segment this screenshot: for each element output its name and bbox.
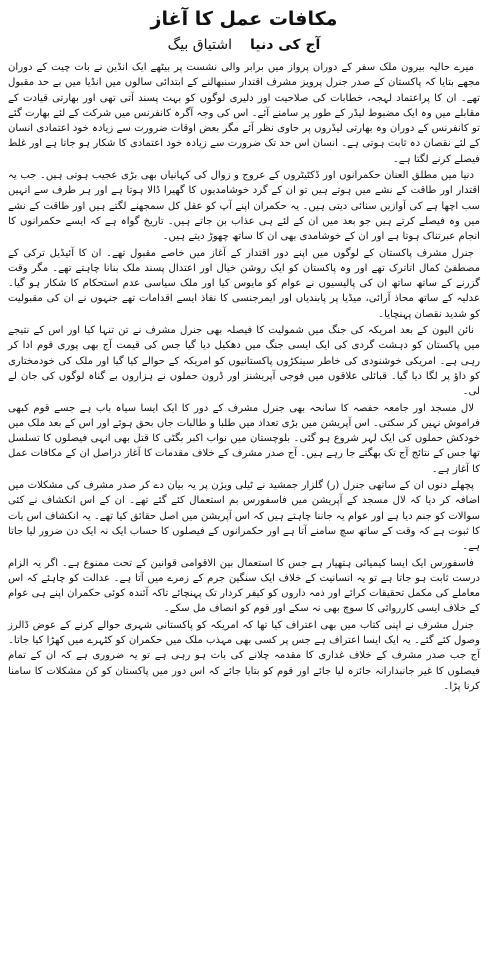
paragraph: پچھلے دنوں ان کے ساتھی جنرل (ر) گلزار جمشید نے ٹیلی ویژن پر یہ بیان دے کر صدر مشرف کی مشکلات میں اضافہ کر دیا کہ لال مسجد کے آپریشن میں فاسفورس بم استعمال کئے گئے تھے۔ ان کے اس انکشاف نے کئی سوالات کو جنم دیا ہے اور عوام یہ جاننا چاہتے ہیں کہ اس آپریشن میں اصل حقائق کیا تھے۔ یہ انکشاف اس بات کا ثبوت ہے کہ وقت کے ساتھ سچ سامنے آتا ہے اور حکمرانوں کے فیصلوں کا حساب ایک نہ ایک دن ضرور لیا جاتا ہے۔ — [8, 480, 480, 553]
article-body — [8, 60, 480, 694]
paragraph: جنرل مشرف نے اپنی کتاب میں بھی اعتراف کیا تھا کہ امریکہ کو پاکستانی شہری حوالے کرنے کے عوض ڈالرز وصول کئے گئے۔ یہ ایک ایسا اعتراف ہے جس پر کسی بھی مہذب ملک میں حکمران کو کٹہرے میں کھڑا کیا جاتا۔ آج جب صدر مشرف کے خلاف غداری کا مقدمہ چلانے کی بات ہو رہی ہے تو یہ ضروری ہے کہ ان کے تمام فیصلوں کا غیر جانبدارانہ جائزہ لیا جائے اور قوم کو بتایا جائے کہ اس دور میں پاکستان کو کن مشکلات کا سامنا کرنا پڑا۔ — [8, 619, 480, 692]
byline — [8, 34, 480, 56]
paragraph: جنرل مشرف پاکستان کے لوگوں میں اپنے دور اقتدار کے آغاز میں خاصے مقبول تھے۔ ان کا آئیڈیل ترکی کے مصطفیٰ کمال اتاترک تھے اور وہ پاکستان کو ایک روشن خیال اور اعتدال پسند ملک بنانا چاہتے تھے۔ مگر وقت گزرنے کے ساتھ ساتھ ان کی پالیسیوں نے عوام کو مایوس کیا اور ملک سیاسی عدم استحکام کا شکار ہو گیا۔ عدلیہ کے ساتھ محاذ آرائی، میڈیا پر پابندیاں اور ایمرجنسی کا نفاذ ایسے اقدامات تھے جنہوں نے ان کی مقبولیت کو شدید نقصان پہنچایا۔ — [8, 247, 480, 320]
author-name: اشتیاق بیگ — [167, 37, 232, 53]
paragraph: فاسفورس ایک ایسا کیمیائی ہتھیار ہے جس کا استعمال بین الاقوامی قوانین کے تحت ممنوع ہے۔ اگر یہ الزام درست ثابت ہو جاتا ہے تو یہ انسانیت کے خلاف ایک سنگین جرم کے زمرے میں آتا ہے۔ عدالت کو چاہئے کہ اس معاملے کی مکمل تحقیقات کرائے اور ذمہ داروں کو کیفر کردار تک پہنچائے تاکہ آئندہ کوئی حکمران اپنے ہی عوام کے خلاف ایسی کارروائی کا سوچ بھی نہ سکے اور قوم کو انصاف مل سکے۔ — [8, 557, 480, 615]
paragraph: نائن الیون کے بعد امریکہ کی جنگ میں شمولیت کا فیصلہ بھی جنرل مشرف نے تن تنہا کیا اور اس کے نتیجے میں پاکستان کو دہشت گردی کی ایک ایسی جنگ میں دھکیل دیا گیا جس کی قیمت آج بھی پوری قوم ادا کر رہی ہے۔ امریکی خوشنودی کی خاطر سینکڑوں پاکستانیوں کو امریکہ کے حوالے کیا گیا اور ملک کی خودمختاری کو داؤ پر لگا دیا گیا۔ قبائلی علاقوں میں فوجی آپریشنز اور ڈرون حملوں نے ہزاروں بے گناہ لوگوں کی جان لے لی۔ — [8, 325, 480, 398]
paragraph: لال مسجد اور جامعہ حفصہ کا سانحہ بھی جنرل مشرف کے دور کا ایک ایسا سیاہ باب ہے جسے قوم کبھی فراموش نہیں کر سکتی۔ اس آپریشن میں بڑی تعداد میں طلبا و طالبات جاں بحق ہوئے اور اس کے بعد ملک میں خودکش حملوں کی ایک لہر شروع ہو گئی۔ بلوچستان میں نواب اکبر بگٹی کا قتل بھی انہی فیصلوں کا تسلسل تھا جس کے نتائج آج تک بھگتے جا رہے ہیں۔ آج صدر مشرف کے خلاف مقدمات کا آغاز دراصل ان کے مکافات عمل کا آغاز ہے۔ — [8, 402, 480, 475]
column-name: آج کی دنیا — [249, 37, 321, 53]
paragraph: میرے حالیہ بیرون ملک سفر کے دوران پرواز میں برابر والی نشست پر بیٹھے ایک انڈین نے بات چیت کے دوران مجھے بتایا کہ پاکستان کے صدر جنرل پرویز مشرف اقتدار سنبھالنے کے ابتدائی سالوں میں انڈیا میں بے حد مقبول تھے۔ ان کا پراعتماد لہجہ، خطابات کی صلاحیت اور دلیری لوگوں کو بہت پسند آتی تھی اور بھارتی قیادت کے مقابلے میں وہ ایک مضبوط لیڈر کے طور پر سامنے آئے۔ اس کی وجہ آگرہ کانفرنس میں شرکت کے لئے بھارت گئے تو کانفرنس کے دوران وہ بھارتی لیڈروں پر حاوی نظر آئے مگر بعض اوقات ضرورت سے زیادہ خود اعتمادی انسان کے لئے نقصان دہ ثابت ہوتی ہے۔ انسان اس حد تک ضرورت سے زیادہ خود اعتمادی کا شکار ہو جاتا ہے اور غلط فیصلے کرنے لگتا ہے۔ — [8, 62, 480, 165]
article-headline: مکافات عمل کا آغاز — [150, 8, 338, 30]
paragraph: دنیا میں مطلق العنان حکمرانوں اور ڈکٹیٹروں کے عروج و زوال کی کہانیاں بھی بڑی عجیب ہوتی ہیں۔ جب یہ اقتدار اور طاقت کے نشے میں ہوتے ہیں تو ان کے گرد خوشامدیوں کا گھیرا ڈالا ہوتا ہے اور ہر طرف سے انہیں سب اچھا ہے کی آوازیں سنائی دیتی ہیں۔ یہ حکمران اپنے آپ کو عقل کل سمجھنے لگتے ہیں اور طاقت کے نشے میں وہ فیصلے کرتے ہیں جو بعد میں ان کے لئے ہی عذاب بن جاتے ہیں۔ تاریخ گواہ ہے کہ ایسے حکمرانوں کا انجام عبرتناک ہوتا ہے اور ان کے خوشامدی بھی ان کا ساتھ چھوڑ دیتے ہیں۔ — [8, 170, 480, 243]
